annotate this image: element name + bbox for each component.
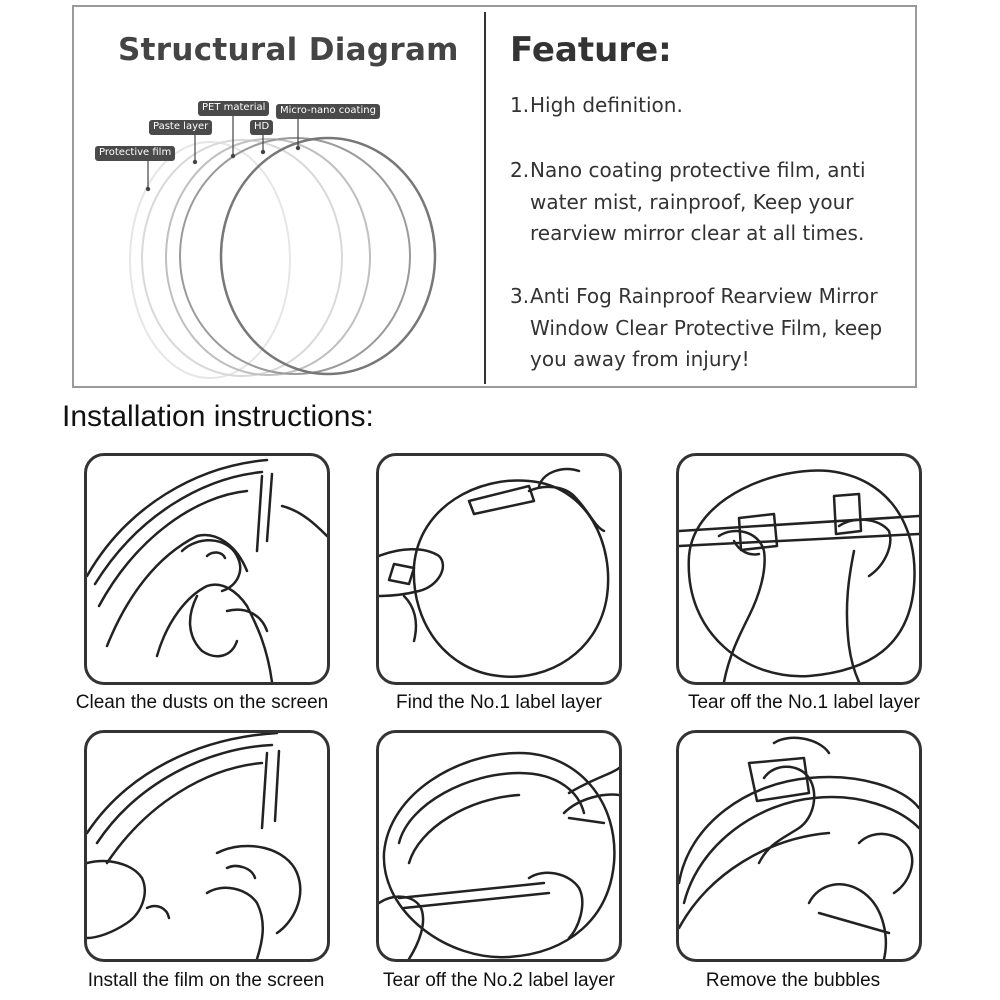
layer-label-paste-layer: Paste layer [149, 120, 212, 135]
feature-number: 1. [510, 93, 530, 117]
panel-divider [484, 12, 486, 384]
step-4-illustration [84, 730, 330, 962]
step-6-caption: Remove the bubbles [705, 970, 881, 991]
step-1-caption: Clean the dusts on the screen [75, 692, 329, 713]
layer-label-hd: HD [250, 120, 273, 135]
layer-label-micro-nano-coating: Micro-nano coating [276, 104, 380, 119]
dot-hd [261, 150, 265, 154]
layer-rings-diagram [80, 90, 460, 390]
feature-title: Feature: [510, 30, 672, 70]
feature-item-1 [510, 90, 910, 122]
dot-paste-layer [193, 160, 197, 164]
feature-item-3 [510, 281, 890, 376]
step-5-illustration [376, 730, 622, 962]
ring-paste-layer [142, 140, 342, 376]
dot-pet-material [231, 154, 235, 158]
step-2-illustration [376, 453, 622, 685]
step-3-illustration [676, 453, 922, 685]
structural-diagram-title: Structural Diagram [118, 32, 459, 68]
step-5-caption: Tear off the No.2 label layer [382, 970, 615, 991]
dot-micro-nano [296, 146, 300, 150]
feature-item-2 [510, 155, 870, 250]
step-6-illustration [676, 730, 922, 962]
feature-text: Anti Fog Rainproof Rearview Mirror Window Clear Protective Film, keep you away from injury! [530, 284, 883, 371]
feature-number: 3. [510, 284, 530, 308]
step-4-caption: Install the film on the screen [87, 970, 325, 991]
feature-text: High definition. [530, 93, 683, 117]
layer-label-protective-film: Protective film [95, 146, 175, 161]
ring-micro-nano [221, 138, 435, 374]
step-1-illustration [84, 453, 330, 685]
installation-title: Installation instructions: [62, 400, 374, 433]
step-3-caption: Tear off the No.1 label layer [687, 692, 920, 713]
feature-text: Nano coating protective film, anti water mist, rainproof, Keep your rearview mirror clear at all times. [530, 158, 866, 245]
feature-number: 2. [510, 158, 530, 182]
layer-label-pet-material: PET material [198, 101, 269, 116]
dot-protective-film [146, 187, 150, 191]
step-2-caption: Find the No.1 label layer [396, 692, 602, 713]
ring-hd [180, 138, 410, 374]
